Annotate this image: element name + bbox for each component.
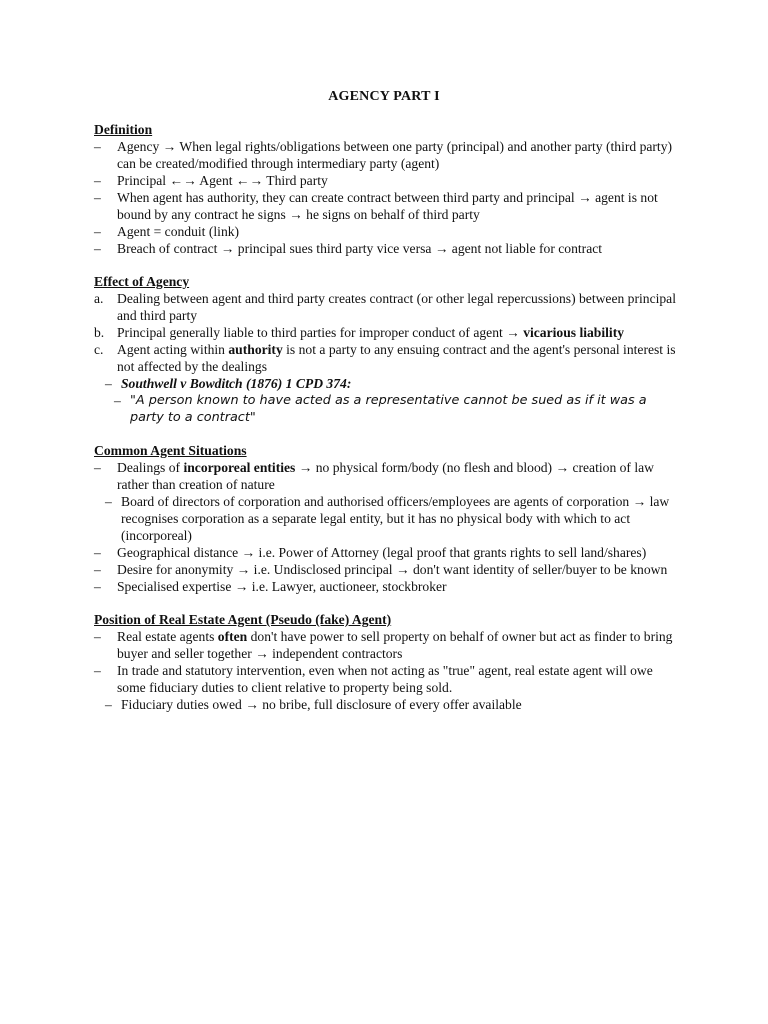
list-item	[94, 189, 684, 223]
list-item-text: Breach of contract → principal sues third party vice versa → agent not liable for contract	[117, 241, 603, 256]
list-item	[94, 578, 684, 595]
page-title: AGENCY PART I	[328, 89, 440, 104]
list-item-text	[117, 324, 624, 341]
list-item-text: Fiduciary duties owed → no bribe, full disclosure of every offer available	[121, 697, 522, 712]
list-item-text: Geographical distance → i.e. Power of Attorney (legal proof that grants rights to sell land/shares)	[117, 545, 647, 560]
text-run: Dealings of	[117, 460, 184, 475]
bold-term: often	[217, 629, 248, 644]
list-marker: –	[94, 190, 101, 205]
case-quote	[114, 392, 684, 426]
list-item-text	[117, 459, 684, 493]
list-item	[94, 628, 684, 662]
list-marker: –	[94, 173, 101, 188]
list-marker: –	[94, 241, 101, 256]
bold-term: incorporeal entities	[183, 460, 296, 475]
list-item	[105, 696, 684, 713]
section-heading: Common Agent Situations	[94, 443, 247, 458]
list-marker: –	[114, 393, 121, 408]
list-item-text: Specialised expertise → i.e. Lawyer, auctioneer, stockbroker	[117, 579, 447, 594]
list-marker: –	[94, 663, 101, 678]
bold-term: authority	[228, 342, 283, 357]
text-run: Agent acting within	[117, 342, 229, 357]
case-name: Southwell v Bowditch (1876) 1 CPD 374:	[121, 376, 352, 391]
section-effect-of-agency	[94, 273, 684, 426]
bold-term: vicarious liability	[523, 325, 625, 340]
section-heading: Definition	[94, 122, 153, 137]
quote-text: "A person known to have acted as a representative cannot be sued as if it was a party to a contract"	[130, 393, 647, 425]
section-common-agent-situations	[94, 442, 684, 595]
list-item	[94, 172, 684, 189]
list-item-text: Desire for anonymity → i.e. Undisclosed principal → don't want identity of seller/buyer to be known	[117, 562, 668, 577]
section-definition	[94, 121, 684, 257]
list-item	[94, 341, 684, 375]
text-run: Real estate agents	[117, 629, 218, 644]
list-item	[94, 544, 684, 561]
list-item-text: Dealing between agent and third party creates contract (or other legal repercussions) between principal and third party	[117, 291, 676, 323]
list-marker: b.	[94, 325, 105, 340]
text-run: is not a party to any ensuing contract and the agent's personal interest is not affected by the dealings	[117, 342, 676, 374]
section-heading: Position of Real Estate Agent (Pseudo (fake) Agent)	[94, 612, 392, 627]
list-marker: –	[94, 224, 101, 239]
text-run: don't have power to sell property on behalf of owner but act as finder to bring buyer and seller together → independent contractors	[117, 629, 673, 661]
list-item	[94, 290, 684, 324]
list-item	[94, 324, 684, 341]
list-marker: c.	[94, 342, 104, 357]
text-run: → no physical form/body (no flesh and blood) → creation of law rather than creation of nature	[117, 460, 654, 492]
list-item-text: Board of directors of corporation and authorised officers/employees are agents of corporation → law recognises corporation as a separate legal entity, but it has no physical body with which to act (incorporeal)	[121, 494, 670, 543]
list-item-text: Principal ←→ Agent ←→ Third party	[117, 173, 328, 188]
list-marker: –	[105, 494, 112, 509]
list-marker: –	[94, 139, 101, 154]
list-item	[94, 240, 684, 257]
list-marker: –	[105, 376, 112, 391]
section-heading: Effect of Agency	[94, 274, 190, 289]
list-item	[105, 493, 684, 544]
list-item	[94, 223, 684, 240]
list-item	[94, 561, 684, 578]
list-item-text: In trade and statutory intervention, even when not acting as "true" agent, real estate agent will owe some fiduciary duties to client relative to property being sold.	[117, 663, 653, 695]
case-citation	[105, 375, 684, 392]
text-run: Principal generally liable to third parties for improper conduct of agent →	[117, 325, 524, 340]
list-item-text	[117, 341, 684, 375]
list-item-text: Agent = conduit (link)	[117, 224, 240, 239]
list-marker: –	[94, 545, 101, 560]
list-item	[94, 459, 684, 493]
document-body	[94, 121, 684, 729]
list-marker: –	[94, 562, 101, 577]
list-item-text: Agency → When legal rights/obligations between one party (principal) and another party (third party) can be created/modified through intermediary party (agent)	[117, 139, 673, 171]
list-marker: –	[94, 579, 101, 594]
list-item-text	[117, 628, 684, 662]
list-item	[94, 138, 684, 172]
list-item	[94, 662, 684, 696]
list-marker: a.	[94, 291, 104, 306]
list-item-text: When agent has authority, they can create contract between third party and principal → agent is not bound by any contract he signs → he signs on behalf of third party	[117, 190, 658, 222]
section-real-estate-agent	[94, 611, 684, 713]
list-marker: –	[94, 460, 101, 475]
list-marker: –	[105, 697, 112, 712]
list-marker: –	[94, 629, 101, 644]
